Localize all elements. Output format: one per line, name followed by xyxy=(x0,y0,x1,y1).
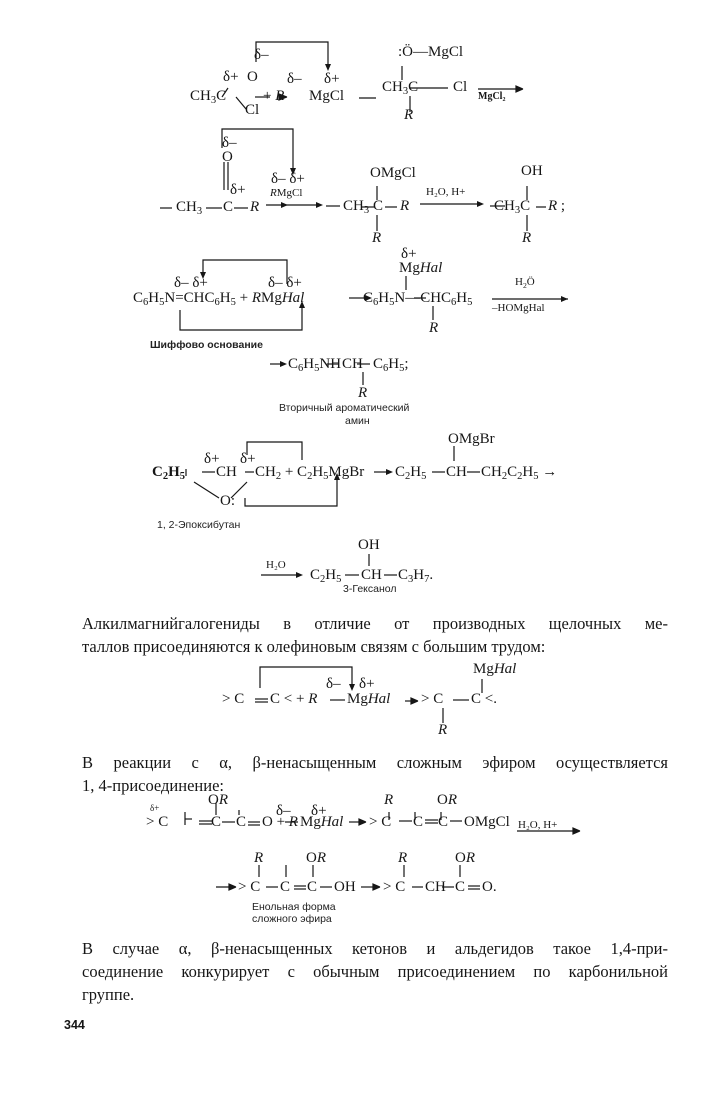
formula-text: $C_2H_5$ xyxy=(152,464,186,482)
paragraph-line: группе. xyxy=(82,985,135,1004)
formula-text: $CH_3$ xyxy=(176,199,203,217)
formula-text: OMgCl xyxy=(464,814,510,830)
formula-text: C xyxy=(373,198,384,214)
formula-text: δ– xyxy=(276,803,291,819)
formula-text: $H_2Ö$ xyxy=(515,276,535,290)
paragraph-1 xyxy=(82,612,668,658)
reagent-h2o-hplus: H₂O, H+ xyxy=(426,186,466,198)
formula-text: Cl xyxy=(245,102,260,118)
formula-text: O + R xyxy=(262,814,298,830)
formula-text: C xyxy=(223,199,234,215)
formula-text: R xyxy=(429,320,439,336)
formula-text: OR xyxy=(437,792,458,808)
caption-enol-form-2: сложного эфира xyxy=(252,913,332,925)
formula-text: R xyxy=(522,230,532,246)
formula-text: CH xyxy=(216,464,237,480)
formula-text: C xyxy=(307,879,318,895)
formula-text: δ+ xyxy=(150,803,160,813)
formula-text: > C xyxy=(146,814,169,830)
formula-text: O xyxy=(222,149,233,165)
formula-text: CH xyxy=(446,464,467,480)
formula-text: δ+ xyxy=(230,182,246,198)
paragraph-line: В случае α, β-ненасыщенных кетонов и альдегидов такое 1,4-при- xyxy=(82,939,668,958)
paragraph-line: В реакции с α, β-ненасыщенным сложным эфиром осуществляется xyxy=(82,753,668,772)
formula-text: δ– xyxy=(222,135,237,151)
formula-text: OR xyxy=(455,850,476,866)
formula-text: O xyxy=(247,69,258,85)
formula-text: R xyxy=(404,107,414,123)
formula-text: δ– xyxy=(287,71,302,87)
formula-text: OH xyxy=(521,163,543,179)
formula-text: δ+ xyxy=(311,803,327,819)
reagent-mgcl2: MgCl₂ xyxy=(478,91,506,102)
formula-text: C < + R xyxy=(270,691,318,707)
formula-text: R xyxy=(438,722,448,738)
formula-text: $C_6H_5N=CHC_6H_5$ + RMgHal xyxy=(133,290,305,308)
formula-text: δ– δ+ xyxy=(174,275,208,291)
formula-text: MgHal xyxy=(300,814,344,830)
formula-text: C xyxy=(236,814,247,830)
formula-text: > C xyxy=(222,691,245,707)
caption-hexanol: 3-Гексанол xyxy=(343,583,397,595)
formula-text: $C_6H_5N—CHC_6H_5$ xyxy=(363,290,473,308)
formula-text: $CH_3C$ xyxy=(190,88,227,106)
formula-text: δ+ xyxy=(240,451,256,467)
formula-text: $CH_2C_2H_5$ → xyxy=(481,464,558,482)
formula-text: δ+ xyxy=(204,451,220,467)
formula-text: R xyxy=(250,199,260,215)
formula-text: δ+ xyxy=(223,69,239,85)
formula-text: R xyxy=(384,792,394,808)
caption-secondary-amine-2: амин xyxy=(345,415,370,427)
formula-text: C xyxy=(280,879,291,895)
formula-text: R xyxy=(398,850,408,866)
formula-text: δ+ xyxy=(324,71,340,87)
formula-text: RMgCl xyxy=(270,187,303,199)
formula-text: OH xyxy=(334,879,356,895)
reagent-h2o-hplus: H₂O, H+ xyxy=(518,819,558,831)
formula-text: $CH_3C$ xyxy=(494,198,531,216)
formula-text: O: xyxy=(220,493,235,509)
formula-text: OMgBr xyxy=(448,431,495,447)
formula-text: $C_6H_5NH$ xyxy=(288,356,342,374)
formula-text: $C_2H_5$ xyxy=(395,464,427,482)
formula-text: δ– δ+ xyxy=(271,171,305,187)
paragraph-3 xyxy=(82,937,668,1006)
formula-text: O. xyxy=(482,879,497,895)
formula-text: OH xyxy=(358,537,380,553)
paragraph-line: соединение конкурирует с обычным присоединением по карбонильной xyxy=(82,962,668,981)
formula-text: C xyxy=(455,879,466,895)
formula-text: C <. xyxy=(471,691,497,707)
reaction-arrow xyxy=(281,202,288,208)
formula-text: MgHal xyxy=(347,691,391,707)
caption-enol-form-1: Енольная форма xyxy=(252,901,336,913)
formula-text: OMgCl xyxy=(370,165,416,181)
paragraph-line: Алкилмагнийгалогениды в отличие от производных щелочных ме- xyxy=(82,614,668,633)
formula-text: C xyxy=(413,814,424,830)
formula-text: R xyxy=(254,850,264,866)
formula-text: MgHal xyxy=(473,661,517,677)
formula-text: $C_2H_5$ xyxy=(310,567,342,585)
formula-text: $C_3H_7$. xyxy=(398,567,434,585)
formula-text: R xyxy=(372,230,382,246)
paragraph-2 xyxy=(82,751,668,797)
reagent-h2o: H₂O xyxy=(266,559,286,571)
formula-text: + R xyxy=(263,88,285,104)
formula-text: MgHal xyxy=(399,260,443,276)
formula-text: CH xyxy=(425,879,446,895)
formula-text: δ– xyxy=(254,47,269,63)
formula-text: δ– δ+ xyxy=(268,275,302,291)
paragraph-line: 1, 4-присоединение: xyxy=(82,776,224,795)
formula-text: > C xyxy=(369,814,392,830)
formula-text: :Ö—MgCl xyxy=(398,44,464,60)
formula-text: R xyxy=(400,198,410,214)
caption-epoxybutane: 1, 2-Эпоксибутан xyxy=(157,519,241,531)
formula-text: δ– xyxy=(326,676,341,692)
caption-schiff-base: Шиффово основание xyxy=(150,339,263,351)
formula-text: > C xyxy=(421,691,444,707)
formula-text: $CH_3$ xyxy=(343,198,370,216)
formula-text: $CH_3C$ xyxy=(382,79,419,97)
formula-text: > C xyxy=(383,879,406,895)
formula-text: OR xyxy=(208,792,229,808)
caption-secondary-amine-1: Вторичный ароматический xyxy=(279,402,410,414)
formula-text: δ+ xyxy=(401,246,417,262)
reagent-homghal: –HOMgHal xyxy=(492,302,545,314)
formula-text: δ+ xyxy=(359,676,375,692)
formula-text: CH xyxy=(342,356,363,372)
formula-text: MgCl xyxy=(309,88,345,104)
formula-text: C xyxy=(438,814,449,830)
formula-text: R xyxy=(358,385,368,401)
formula-text: $C_6H_5$; xyxy=(373,356,409,374)
formula-text: C xyxy=(211,814,222,830)
formula-text: Cl xyxy=(453,79,468,95)
formula-text: CH xyxy=(361,567,382,583)
formula-text: R ; xyxy=(548,198,566,214)
page-number: 344 xyxy=(64,1018,85,1032)
paragraph-line: таллов присоединяются к олефиновым связям с большим трудом: xyxy=(82,637,546,656)
formula-text: OR xyxy=(306,850,327,866)
formula-text: $CH_2$ + $C_2H_5MgBr$ xyxy=(255,464,365,482)
formula-text: > C xyxy=(238,879,261,895)
